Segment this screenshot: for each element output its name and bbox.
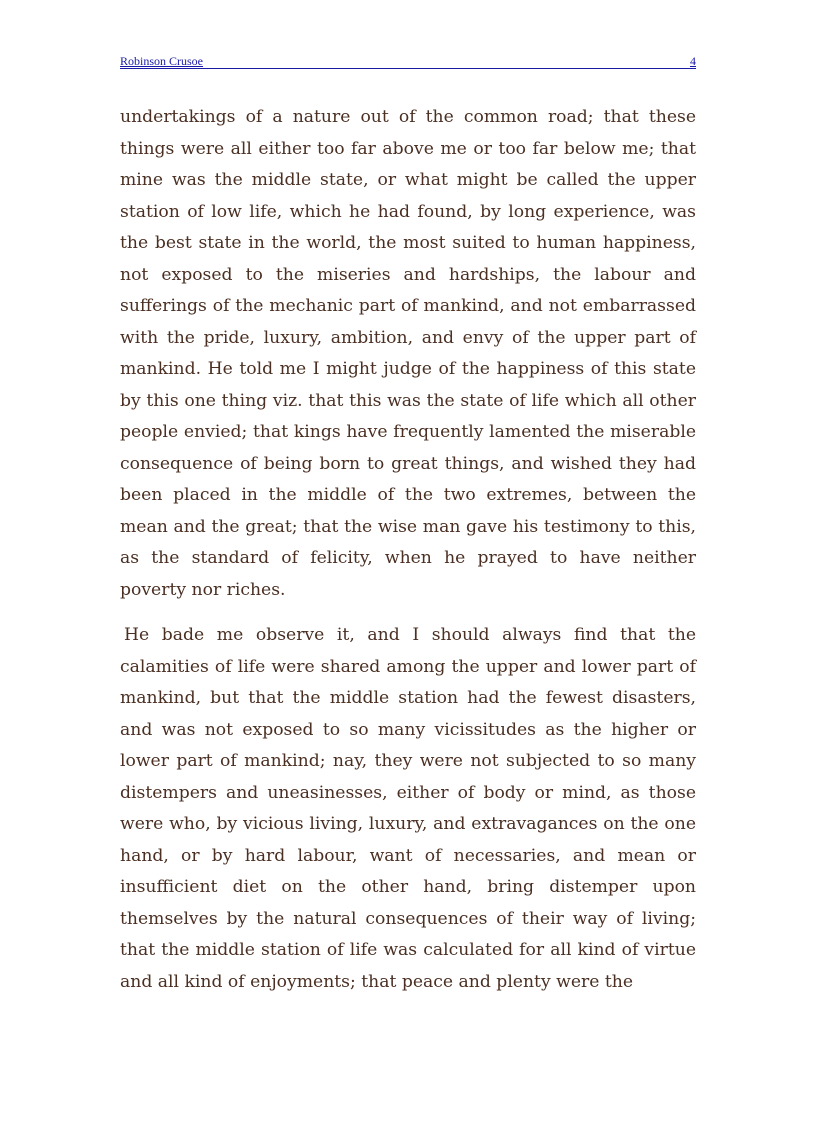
header-page-number: 4 — [690, 54, 696, 68]
header-book-title-link[interactable]: Robinson Crusoe — [120, 54, 204, 68]
body-text — [120, 102, 696, 998]
paragraph-1: undertakings of a nature out of the common road; that these things were all either too far above me or too far below me; that mine was the middle state, or what might be called the upper station of low life, which he had found, by long experience, was the best state in the world, the most suited to human happiness, not exposed to the miseries and hardships, the labour and sufferings of the mechanic part of mankind, and not embarrassed with the pride, luxury, ambition, and envy of the upper part of mankind. He told me I might judge of the happiness of this state by this one thing viz. that this was the state of life which all other people envied; that kings have frequently lamented the miserable consequence of being born to great things, and wished they had been placed in the middle of the two extremes, between the mean and the great; that the wise man gave his testimony to this, as the standard of felicity, when he prayed to have neither poverty nor riches. — [120, 107, 696, 600]
running-header — [120, 54, 696, 69]
paragraph-2: He bade me observe it, and I should always find that the calamities of life were shared among the upper and lower part of mankind, but that the middle station had the fewest disasters, and was not exposed to so many vicissitudes as the higher or lower part of mankind; nay, they were not subjected to so many distempers and uneasinesses, either of body or mind, as those were who, by vicious living, luxury, and extravagances on the one hand, or by hard labour, want of necessaries, and mean or insufficient diet on the other hand, bring distemper upon themselves by the natural consequences of their way of living; that the middle station of life was calculated for all kind of virtue and all kind of enjoyments; that peace and plenty were the — [120, 625, 696, 992]
